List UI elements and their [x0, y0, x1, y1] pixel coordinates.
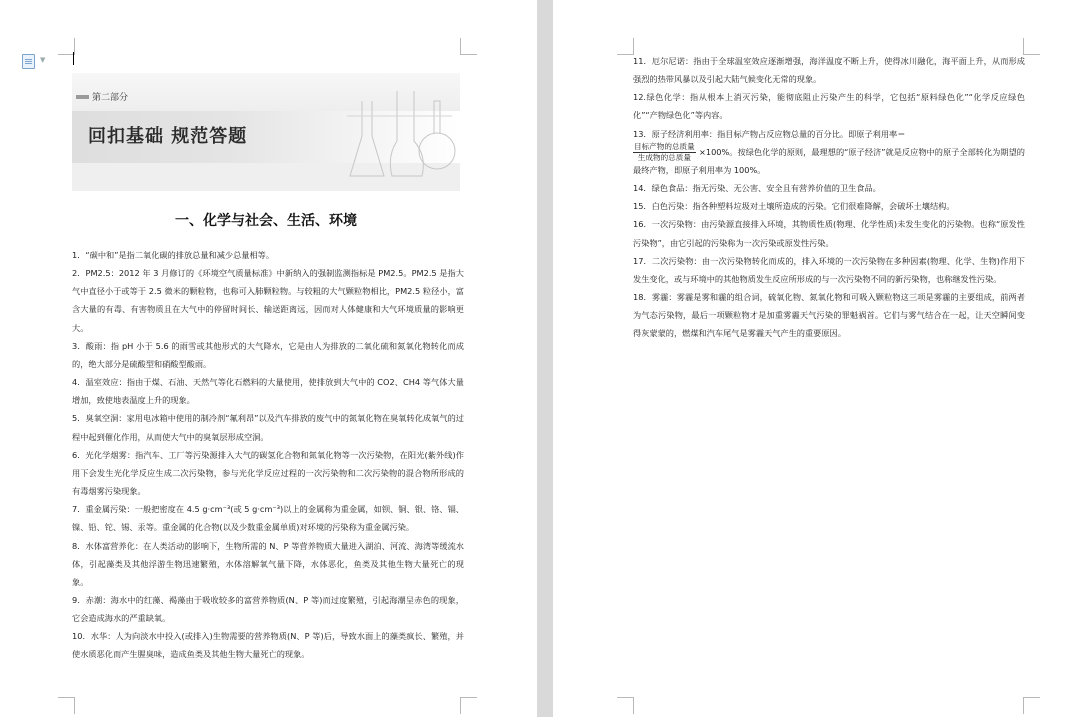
paragraph: 11．厄尔尼诺：指由于全球温室效应逐渐增强，海洋温度不断上升，使得冰川融化，海平面上升，从而形成强烈的热带风暴以及引起大陆气候变化无常的现象。: [633, 56, 1025, 85]
part-bar-decoration: [76, 95, 89, 99]
page-corner-mark: [58, 697, 75, 714]
fraction-formula: [633, 143, 1025, 165]
paragraph: 13．原子经济利用率：指目标产物占反应物总量的百分比。即原子利用率＝: [633, 128, 906, 139]
page-corner-mark: [617, 697, 634, 714]
page-corner-mark: [617, 38, 634, 55]
banner-title: 回扣基础 规范答题: [88, 126, 248, 147]
fraction-numerator: 目标产物的总质量: [634, 141, 695, 151]
paragraph: 14．绿色食品：指无污染、无公害、安全且有营养价值的卫生食品。: [633, 183, 881, 194]
chevron-down-icon[interactable]: ▼: [40, 56, 46, 64]
paragraph: 10．水华：人为向淡水中投入(或排入)生物需要的营养物质(N、P 等)后，导致水面上的藻类疯长、繁殖，并使水质恶化而产生腥臭味，造成鱼类及其他生物大量死亡的现象。: [72, 631, 464, 660]
paragraph: 6．光化学烟雾：指汽车、工厂等污染源排入大气的碳氢化合物和氮氧化物等一次污染物，在阳光(紫外线)作用下会发生光化学反应生成二次污染物，参与光化学反应过程的一次污染物和二次污染物的混合物所形成的有毒烟雾污染现象。: [72, 449, 464, 497]
fraction-denominator: 生成物的总质量: [637, 152, 691, 162]
paragraph: 17．二次污染物：由一次污染物转化而成的，排入环境的一次污染物在多种因素(物理、化学、生物)作用下发生变化，或与环境中的其他物质发生反应所形成的与一次污染物不同的新污染物，也称继发性污染。: [633, 255, 1025, 284]
paragraph: 3．酸雨：指 pH 小于 5.6 的雨雪或其他形式的大气降水，它是由人为排放的二氧化硫和氮氧化物转化而成的，绝大部分是硫酸型和硝酸型酸雨。: [72, 340, 464, 369]
part-label: 第二部分: [92, 93, 129, 103]
paragraph: 18．雾霾：雾霾是雾和霾的组合词，硫氧化物、氮氧化物和可吸入颗粒物这三项是雾霾的主要组成，前两者为气态污染物，最后一项颗粒物才是加重雾霾天气污染的罪魁祸首。它们与雾气结合在一起，让天空瞬间变得灰蒙蒙的，燃煤和汽车尾气是雾霾天气产生的重要原因。: [633, 292, 1025, 339]
section-title: 一、化学与社会、生活、环境: [175, 213, 357, 229]
page-corner-mark: [1023, 697, 1040, 714]
lab-glassware-image: [342, 81, 460, 191]
paragraph: 1．“碳中和”是指二氧化碳的排放总量和减少总量相等。: [72, 250, 275, 260]
paragraph: 8．水体富营养化：在人类活动的影响下，生物所需的 N、P 等营养物质大量进入湖泊、河流、海湾等缓流水体，引起藻类及其他浮游生物迅速繁殖，水体溶解氧气量下降，水体恶化，鱼类及其他生物大量死亡的现象。: [72, 540, 464, 587]
paragraph: ×100%。按绿色化学的原则，最理想的“原子经济”就是反应物中的原子全部转化为期望的最终产物，即原子利用率为 100%。: [633, 146, 1025, 175]
right-page-body: [633, 52, 1025, 343]
paragraph: 4．温室效应：指由于煤、石油、天然气等化石燃料的大量使用，使排放到大气中的 CO2、CH4 等气体大量增加，致使地表温度上升的现象。: [72, 377, 464, 406]
paragraph: 5．臭氧空洞：家用电冰箱中使用的制冷剂“氟利昂”以及汽车排放的废气中的氮氧化物在臭氧转化成氧气的过程中起到催化作用，从而使大气中的臭氧层形成空洞。: [72, 413, 464, 442]
page-corner-mark: [1023, 38, 1040, 55]
text-cursor: [73, 52, 74, 65]
paragraph: 7．重金属污染：一般把密度在 4.5 g·cm⁻³(或 5 g·cm⁻³)以上的金属称为重金属，如钡、铜、银、铬、镉、镍、铅、铊、锡、汞等。重金属的化合物(以及少数重金属单质)对环境的污染称为重金属污染。: [72, 504, 464, 533]
document-page-left: [0, 0, 537, 717]
page-corner-mark: [460, 38, 477, 55]
paragraph: 15．白色污染：指各种塑料垃圾对土壤所造成的污染。它们很难降解，会破坏土壤结构。: [633, 201, 955, 212]
left-page-body: [72, 246, 464, 664]
chapter-banner: [72, 73, 460, 191]
page-corner-mark: [460, 697, 477, 714]
document-page-right: [553, 0, 1080, 717]
fraction: [633, 142, 696, 163]
paragraph: 2．PM2.5：2012 年 3 月修订的《环境空气质量标准》中新纳入的强制监测指标是 PM2.5。PM2.5 是指大气中直径小于或等于 2.5 微米的颗粒物，也称可入肺颗粒物。与较粗的大气颗粒物相比，PM2.5 粒径小，富含大量的有毒、有害物质且在大气中的停留时间长、输送距离远，因而对人体健康和大气环境质量的影响更大。: [72, 268, 464, 333]
paragraph: 16．一次污染物：由污染源直接排入环境，其物质性质(物理、化学性质)未发生变化的污染物。也称“原发性污染物”，由它引起的污染称为一次污染或原发性污染。: [633, 219, 1025, 248]
paragraph: 12.绿色化学：指从根本上消灭污染，能彻底阻止污染产生的科学，它包括“原料绿色化”“化学反应绿色化”“产物绿色化”等内容。: [633, 92, 1025, 121]
paragraph: 9．赤潮：海水中的红藻、褐藻由于吸收较多的富营养物质(N、P 等)而过度繁殖，引起海潮呈赤色的现象，它会造成海水的严重缺氧。: [72, 594, 464, 624]
document-icon[interactable]: [22, 54, 35, 69]
